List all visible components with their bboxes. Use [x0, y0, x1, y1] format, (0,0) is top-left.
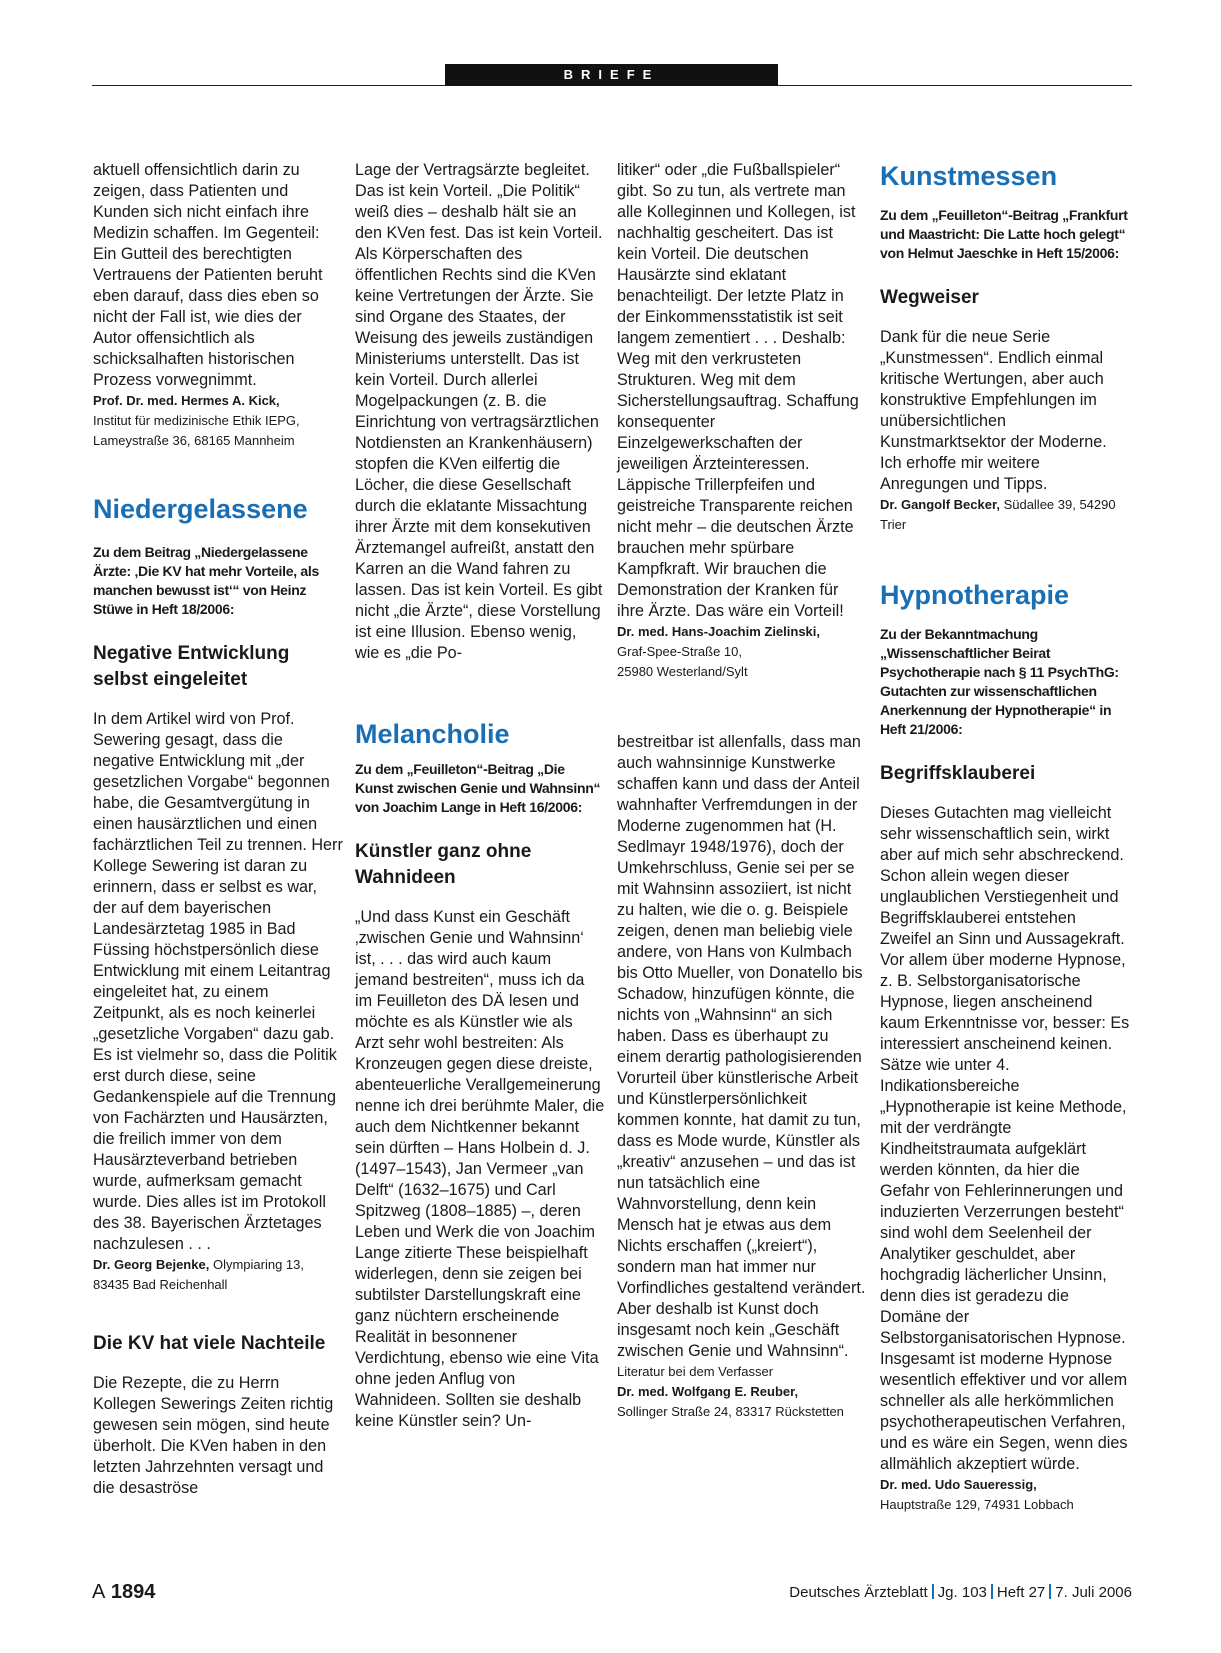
- author-address: Hauptstraße 129, 74931 Lobbach: [880, 1497, 1074, 1512]
- page-number: [92, 1581, 155, 1604]
- letter-title: Negative Entwicklung selbst eingeleitet: [93, 643, 290, 690]
- author-address: Institut für medizinische Ethik IEPG,: [93, 413, 300, 428]
- column-1: [93, 160, 343, 1499]
- author-name: Dr. med. Udo Saueressig,: [880, 1477, 1037, 1492]
- separator-bar: [1049, 1584, 1051, 1599]
- article-reference: Zu dem Beitrag „Niedergelassene Ärzte: ‚Die KV hat mehr Vorteile, als manchen bewusst ist‘“ von Heinz Stüwe in Heft 18/2006:: [93, 544, 319, 617]
- letter-body: Dieses Gutachten mag vielleicht sehr wissenschaftlich sein, wirkt aber auf mich sehr abschreckend. Schon allein wegen dieser unglaublichen Verstiegenheit und Begriffsklauberei entstehen Zweifel an Sinn und Aussagekraft. Vor allem über moderne Hypnose, z. B. Selbstorganisatorische Hypnose, liegen anscheinend kaum Erkenntnisse vor, besser: Es interessiert anscheinend keinen. Sätze wie unter 4. Indikationsbereiche „Hypnotherapie ist keine Methode, mit der verdrängte Kindheitstraumata aufgeklärt werden könnten, da hier die Gefahr von Fehlerinnerungen und induzierten Verzerrungen besteht“ sind wohl dem Seelenheil der Analytiker geschuldet, aber hochgradig lächerlicher Unsinn, denn dies ist geradezu die Domäne der Selbstorganisatorischen Hypnose. Insgesamt ist moderne Hypnose wesentlich effektiver und vor allem schneller als alle herkömmlichen psychotherapeutischen Verfahren, und es wäre ein Segen, wenn dies allmählich akzeptiert würde.: [880, 804, 1130, 1473]
- author-signature: [93, 1255, 343, 1295]
- article-reference: Zu der Bekanntmachung „Wissenschaftlicher Beirat Psychotherapie nach § 11 PsychThG: Gutachten zur wissenschaftlichen Anerkennung der Hypnotherapie“ in Heft 21/2006:: [880, 626, 1119, 737]
- letter-body: In dem Artikel wird von Prof. Sewering gesagt, dass die negative Entwicklung mit „der gesetzlichen Vorgabe“ begonnen habe, die Gesamtvergütung in einen hausärztlichen und einen fachärztlichen Teil zu trennen. Herr Kollege Sewering ist daran zu erinnern, dass er selbst es war, der auf dem bayerischen Landesärztetag 1985 in Bad Füssing höchstpersönlich diese Entwicklung mit einem Leitantrag eingeleitet hat, zu einem Zeitpunkt, als es noch keinerlei „gesetzliche Vorgaben“ dazu gab. Es ist vielmehr so, dass die Politik erst durch diese, seine Gedankenspiele auf die Trennung von Fachärzten und Hausärzten, die freilich immer von dem Hausärzteverband betrieben wurde, aufmerksam gemacht wurde. Dies alles ist im Protokoll des 38. Bayerischen Ärztetages nachzulesen . . .: [93, 710, 343, 1253]
- page-prefix: A: [92, 1581, 106, 1603]
- letter-title: Wegweiser: [880, 287, 979, 308]
- page-number-value: 1894: [110, 1581, 156, 1603]
- literature-note: Literatur bei dem Verfasser: [617, 1364, 774, 1379]
- author-name: Dr. med. Hans-Joachim Zielinski,: [617, 624, 821, 639]
- author-signature: [880, 495, 1130, 535]
- section-heading: Hypnotherapie: [880, 580, 1070, 610]
- journal-issue: Heft 27: [996, 1584, 1046, 1601]
- author-address: Graf-Spee-Straße 10,: [617, 644, 742, 659]
- section-heading: Melancholie: [355, 719, 510, 749]
- column-4: [880, 160, 1130, 1515]
- section-heading: Niedergelassene: [93, 494, 308, 524]
- section-heading: Kunstmessen: [880, 161, 1058, 191]
- letter-title: Die KV hat viele Nachteile: [93, 1333, 326, 1354]
- author-signature: [617, 622, 867, 682]
- author-address: Lameystraße 36, 68165 Mannheim: [93, 433, 295, 448]
- author-signature: [617, 1382, 867, 1422]
- letter-title: Künstler ganz ohne Wahnideen: [355, 841, 532, 888]
- column-2: [355, 160, 605, 1432]
- author-signature: [93, 391, 343, 451]
- journal-info: [789, 1584, 1132, 1601]
- section-label: BRIEFE: [445, 64, 778, 86]
- journal-volume: Jg. 103: [937, 1584, 987, 1601]
- article-reference: Zu dem „Feuilleton“-Beitrag „Die Kunst zwischen Genie und Wahnsinn“ von Joachim Lange in Heft 16/2006:: [355, 761, 601, 815]
- article-reference: Zu dem „Feuilleton“-Beitrag „Frankfurt und Maastricht: Die Latte hoch gelegt“ von Helmut Jaeschke in Heft 15/2006:: [880, 207, 1128, 261]
- author-name: Dr. med. Wolfgang E. Reuber,: [617, 1384, 799, 1399]
- continued-text: Lage der Vertragsärzte begleitet. Das ist kein Vorteil. „Die Politik“ weiß dies – deshalb hält sie an den KVen fest. Das ist kein Vorteil. Als Körperschaften des öffentlichen Rechts sind die KVen keine Vertretungen der Ärzte. Sie sind Organe des Staates, der Weisung des jeweils zuständigen Ministeriums unterstellt. Das ist kein Vorteil. Durch allerlei Mogelpackungen (z. B. die Einrichtung von vertragsärztlichen Notdiensten an Krankenhäusern) stopfen die KVen eilfertig die Löcher, die diese Gesellschaft durch die eklatante Missachtung ihrer Ärzte mit dem konsekutiven Ärztemangel aufreißt, anstatt den Karren an die Wand fahren zu lassen. Das ist kein Vorteil. Es gibt nicht „die Ärzte“, diese Vorstellung ist eine Illusion. Ebenso wenig, wie es „die Po-: [355, 161, 603, 662]
- continued-text: litiker“ oder „die Fußballspieler“ gibt. So zu tun, als vertrete man alle Kolleginnen und Kollegen, ist nachhaltig gescheitert. Das ist kein Vorteil. Die deutschen Hausärzte sind eklatant benachteiligt. Der letzte Platz in der Einkommensstatistik ist seit langem zementiert . . . Deshalb: Weg mit den verkrusteten Strukturen. Weg mit dem Sicherstellungsauftrag. Schaffung konsequenter Einzelgewerkschaften der jeweiligen Ärzteinteressen. Läppische Trillerpfeifen und geistreiche Transparente reichen nicht mehr – die deutschen Ärzte brauchen mehr spürbare Kampfkraft. Wir brauchen die Demonstration der Kranken für ihre Ärzte. Das wäre ein Vorteil!: [617, 161, 859, 620]
- letter-body: Die Rezepte, die zu Herrn Kollegen Sewerings Zeiten richtig gewesen sein mögen, sind heute überholt. Die KVen haben in den letzten Jahrzehnten versagt und die desaströse: [93, 1374, 334, 1497]
- letter-body: „Und dass Kunst ein Geschäft ‚zwischen Genie und Wahnsinn‘ ist, . . . das wird auch kaum jemand bestreiten“, muss ich da im Feuilleton des DÄ lesen und möchte es als Künstler wie als Arzt sehr wohl bestreiten: Als Kronzeugen gegen diese dreiste, abenteuerliche Verallgemeinerung nenne ich drei berühmte Maler, die auch dem Nichtkenner bekannt sein dürften – Hans Holbein d. J. (1497–1543), Jan Vermeer „van Delft“ (1632–1675) und Carl Spitzweg (1808–1885) –, deren Leben und Werk die von Joachim Lange zitierte These beispielhaft widerlegen, denn sie zeigen bei subtilster Darstellungskraft eine ganz nüchtern erscheinende Realität in besonnener Verdichtung, ebenso wie eine Vita ohne jeden Anflug von Wahnideen. Sollten sie deshalb keine Künstler sein? Un-: [355, 908, 605, 1430]
- continued-text: bestreitbar ist allenfalls, dass man auch wahnsinnige Kunstwerke schaffen kann und dass der Anteil wahnhafter Verfremdungen in der Moderne zugenommen hat (H. Sedlmayr 1948/1976), doch der Umkehrschluss, Genie sei per se mit Wahnsinn assoziiert, ist nicht zu halten, wie die o. g. Beispiele zeigen, denen man beliebig viele andere, von Hans von Kulmbach bis Otto Mueller, von Donatello bis Schadow, hinzufügen könnte, die nichts von „Wahnsinn“ an sich haben. Dass es überhaupt zu einem derartig pathologisierenden Vorurteil über künstlerische Arbeit und Künstlerpersönlichkeit kommen konnte, hat damit zu tun, dass es Mode wurde, Künstler als „kreativ“ anzusehen – und das ist nun tatsächlich eine Wahnvorstellung, denn kein Mensch hat je etwas aus dem Nichts erschaffen („kreiert“), sondern man hat immer nur Vorfindliches gestaltend verändert. Aber deshalb ist Kunst doch insgesamt noch kein „Geschäft zwischen Genie und Wahnsinn“.: [617, 733, 866, 1360]
- author-signature: [880, 1475, 1130, 1515]
- journal-name: Deutsches Ärzteblatt: [789, 1584, 928, 1601]
- continued-text: aktuell offensichtlich darin zu zeigen, dass Patienten und Kunden sich nicht einfach ihre Medizin schaffen. Im Gegenteil: Ein Gutteil des berechtigten Vertrauens der Patienten beruht eben darauf, dass dies eben so nicht der Fall ist, wie dies der Autor offensichtlich als schicksalhaften historischen Prozess vorwegnimmt.: [93, 161, 323, 389]
- author-name: Prof. Dr. med. Hermes A. Kick,: [93, 393, 280, 408]
- author-name: Dr. Georg Bejenke,: [93, 1257, 210, 1272]
- author-address: 25980 Westerland/Sylt: [617, 664, 748, 679]
- letter-title: Begriffsklauberei: [880, 763, 1036, 784]
- letter-body: Dank für die neue Serie „Kunstmessen“. Endlich einmal kritische Wertungen, aber auch konstruktive Empfehlungen im unübersichtlichen Kunstmarktsektor der Moderne. Ich erhoffe mir weitere Anregungen und Tipps.: [880, 328, 1107, 493]
- journal-date: 7. Juli 2006: [1055, 1584, 1132, 1601]
- separator-bar: [991, 1584, 993, 1599]
- column-3: [617, 160, 867, 1422]
- author-address: Olympiaring 13, 83435 Bad Reichenhall: [93, 1257, 304, 1292]
- author-name: Dr. Gangolf Becker,: [880, 497, 1000, 512]
- author-address: Südallee 39, 54290 Trier: [880, 497, 1116, 532]
- author-address: Sollinger Straße 24, 83317 Rückstetten: [617, 1404, 844, 1419]
- separator-bar: [932, 1584, 934, 1599]
